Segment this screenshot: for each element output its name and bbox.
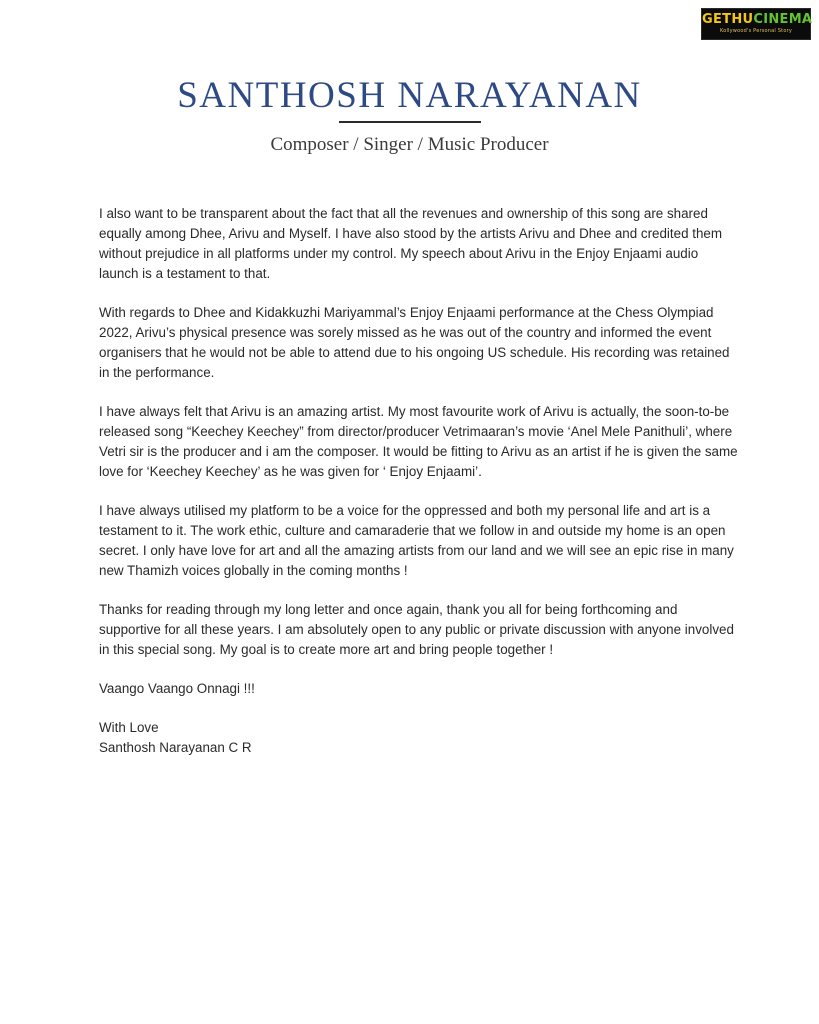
- letterhead-name: SANTHOSH NARAYANAN: [177, 75, 642, 116]
- letterhead: [0, 76, 819, 156]
- sign-off-line: Vaango Vaango Onnagi !!!: [99, 681, 255, 696]
- watermark-brand: GETHUCINEMA: [702, 12, 813, 27]
- letter-body: [99, 204, 739, 758]
- gethucinema-watermark-logo: [701, 8, 811, 40]
- letterhead-divider: [339, 121, 481, 123]
- closing-block: [99, 718, 739, 758]
- watermark-tagline: Kollywood's Personal Story: [719, 28, 793, 34]
- paragraph-platform-voice: I have always utilised my platform to be a voice for the oppressed and both my personal life and art is a testament to it. The work ethic, culture and camaraderie that we follow in and outside my home is an open secret. I only have love for art and all the amazing artists from our land and we will see an epic rise in many new Thamizh voices globally in the coming months !: [99, 503, 734, 578]
- paragraph-revenue-ownership: I also want to be transparent about the fact that all the revenues and ownership of this song are shared equally among Dhee, Arivu and Myself. I have also stood by the artists Arivu and Dhee and credited them without prejudice in all platforms under my control. My speech about Arivu in the Enjoy Enjaami audio launch is a testament to that.: [99, 206, 723, 281]
- letterhead-roles: Composer / Singer / Music Producer: [270, 134, 549, 155]
- paragraph-keechey-keechey: I have always felt that Arivu is an amazing artist. My most favourite work of Arivu is actually, the soon-to-be released song “Keechey Keechey” from director/producer Vetrimaaran’s movie ‘Anel Mele Panithuli’, where Vetri sir is the producer and i am the composer. It would be fitting to Arivu as an artist if he is given the same love for ‘Keechey Keechey’ as he was given for ‘ Enjoy Enjaami’.: [99, 404, 738, 479]
- paragraph-chess-olympiad: With regards to Dhee and Kidakkuzhi Mariyammal’s Enjoy Enjaami performance at the Chess Olympiad 2022, Arivu’s physical presence was sorely missed as he was out of the country and informed the event organisers that he would not be able to attend due to his ongoing US schedule. His recording was retained in the performance.: [99, 305, 730, 380]
- closing-line: With Love: [99, 720, 159, 735]
- paragraph-thanks: Thanks for reading through my long letter and once again, thank you all for being forthcoming and supportive for all these years. I am absolutely open to any public or private discussion with anyone involved in this special song. My goal is to create more art and bring people together !: [99, 602, 734, 657]
- signature-name: Santhosh Narayanan C R: [99, 740, 252, 755]
